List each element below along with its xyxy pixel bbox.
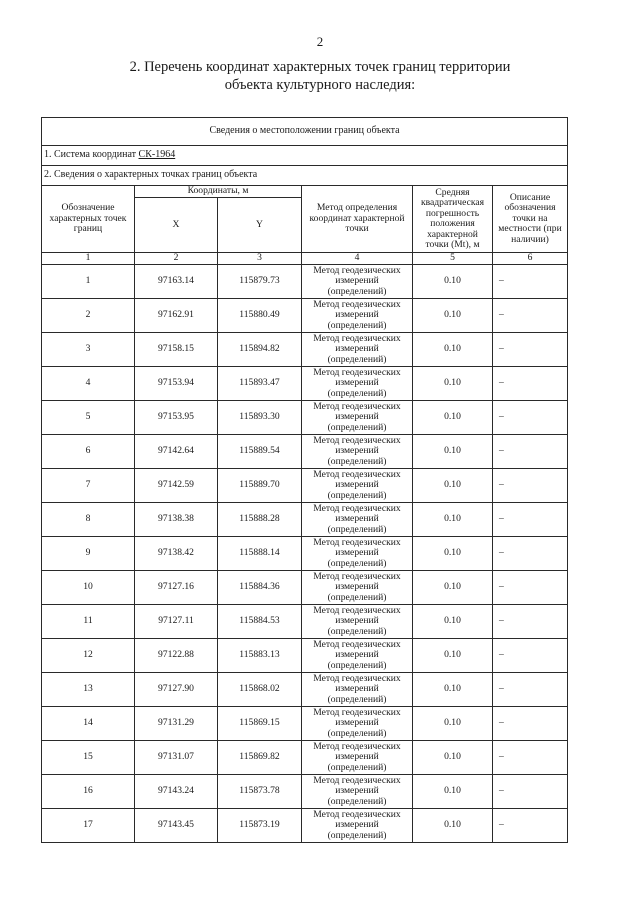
- error-value: 0.10: [413, 673, 493, 707]
- description-cell: –: [493, 265, 568, 299]
- description-cell: –: [493, 775, 568, 809]
- method-cell: [302, 299, 413, 333]
- error-value: 0.10: [413, 435, 493, 469]
- method-text-line: (определений): [327, 421, 387, 433]
- point-number: 17: [42, 809, 135, 843]
- point-number: 7: [42, 469, 135, 503]
- method-cell: [302, 469, 413, 503]
- method-text-line: измерений: [335, 377, 379, 389]
- method-text-line: измерений: [335, 819, 379, 831]
- description-cell: –: [493, 299, 568, 333]
- table-row: [42, 741, 568, 775]
- method-text-line: (определений): [327, 523, 387, 535]
- method-text-line: Метод геодезических: [313, 774, 401, 786]
- method-cell: [302, 401, 413, 435]
- coord-y: 115889.70: [218, 469, 302, 503]
- method-text-line: (определений): [327, 761, 387, 773]
- method-text-line: (определений): [327, 557, 387, 569]
- error-value: 0.10: [413, 367, 493, 401]
- method-text-line: измерений: [335, 275, 379, 287]
- point-number: 6: [42, 435, 135, 469]
- coordinate-system-label: 1. Система координат: [44, 149, 139, 161]
- point-number: 15: [42, 741, 135, 775]
- coord-x: 97162.91: [135, 299, 218, 333]
- method-text-line: (определений): [327, 353, 387, 365]
- method-text-line: измерений: [335, 479, 379, 491]
- title-line-2: объекта культурного наследия:: [224, 77, 416, 93]
- point-number: 11: [42, 605, 135, 639]
- coord-y: 115869.82: [218, 741, 302, 775]
- method-cell: [302, 435, 413, 469]
- method-cell: [302, 707, 413, 741]
- table-row: [42, 775, 568, 809]
- error-value: 0.10: [413, 537, 493, 571]
- coord-x: 97127.90: [135, 673, 218, 707]
- coord-y: 115894.82: [218, 333, 302, 367]
- coord-x: 97153.95: [135, 401, 218, 435]
- method-text-line: Метод геодезических: [313, 570, 401, 582]
- error-value: 0.10: [413, 707, 493, 741]
- method-text-line: (определений): [327, 319, 387, 331]
- method-text-line: измерений: [335, 343, 379, 355]
- title-line-1: 2. Перечень координат характерных точек границ территории: [129, 59, 511, 75]
- error-value: 0.10: [413, 401, 493, 435]
- header-x: X: [135, 198, 218, 253]
- description-cell: –: [493, 469, 568, 503]
- method-text-line: измерений: [335, 411, 379, 423]
- description-cell: –: [493, 809, 568, 843]
- coord-x: 97127.11: [135, 605, 218, 639]
- method-text-line: (определений): [327, 489, 387, 501]
- method-cell: [302, 571, 413, 605]
- coord-x: 97142.64: [135, 435, 218, 469]
- table-row: [42, 333, 568, 367]
- description-cell: –: [493, 639, 568, 673]
- method-text-line: (определений): [327, 795, 387, 807]
- coord-x: 97142.59: [135, 469, 218, 503]
- section-title: Сведения о местоположении границ объекта: [42, 118, 568, 146]
- error-value: 0.10: [413, 775, 493, 809]
- header-point: Обозначение характерных точек границ: [42, 186, 135, 253]
- points-section-title: 2. Сведения о характерных точках границ объекта: [42, 166, 568, 186]
- point-number: 14: [42, 707, 135, 741]
- method-cell: [302, 639, 413, 673]
- table-row: [42, 537, 568, 571]
- description-cell: –: [493, 503, 568, 537]
- method-text-line: (определений): [327, 387, 387, 399]
- description-cell: –: [493, 741, 568, 775]
- coord-y: 115868.02: [218, 673, 302, 707]
- coordinate-system-value: СК-1964: [138, 149, 176, 161]
- description-cell: –: [493, 367, 568, 401]
- method-text-line: Метод геодезических: [313, 264, 401, 276]
- method-text-line: Метод геодезических: [313, 740, 401, 752]
- coord-y: 115880.49: [218, 299, 302, 333]
- method-text-line: измерений: [335, 309, 379, 321]
- method-text-line: измерений: [335, 717, 379, 729]
- coord-x: 97158.15: [135, 333, 218, 367]
- error-value: 0.10: [413, 469, 493, 503]
- method-cell: [302, 265, 413, 299]
- coord-y: 115873.19: [218, 809, 302, 843]
- method-cell: [302, 537, 413, 571]
- point-number: 4: [42, 367, 135, 401]
- table-row: [42, 571, 568, 605]
- coord-x: 97131.07: [135, 741, 218, 775]
- description-cell: –: [493, 401, 568, 435]
- method-text-line: измерений: [335, 785, 379, 797]
- error-value: 0.10: [413, 299, 493, 333]
- table-row: [42, 367, 568, 401]
- coord-y: 115873.78: [218, 775, 302, 809]
- header-description: Описание обозначения точки на местности (при наличии): [493, 186, 568, 253]
- table-row: [42, 707, 568, 741]
- coord-x: 97122.88: [135, 639, 218, 673]
- coord-x: 97143.45: [135, 809, 218, 843]
- table-row: [42, 435, 568, 469]
- table-row: [42, 469, 568, 503]
- method-text-line: Метод геодезических: [313, 638, 401, 650]
- column-number: 1: [42, 253, 135, 265]
- coord-y: 115883.13: [218, 639, 302, 673]
- coord-y: 115889.54: [218, 435, 302, 469]
- table-row: [42, 673, 568, 707]
- method-text-line: Метод геодезических: [313, 400, 401, 412]
- method-text-line: (определений): [327, 591, 387, 603]
- point-number: 16: [42, 775, 135, 809]
- coord-x: 97138.38: [135, 503, 218, 537]
- error-value: 0.10: [413, 265, 493, 299]
- method-text-line: (определений): [327, 659, 387, 671]
- method-text-line: измерений: [335, 581, 379, 593]
- method-cell: [302, 673, 413, 707]
- coord-y: 115893.47: [218, 367, 302, 401]
- coord-x: 97138.42: [135, 537, 218, 571]
- method-text-line: измерений: [335, 615, 379, 627]
- table-row: [42, 639, 568, 673]
- point-number: 13: [42, 673, 135, 707]
- method-text-line: Метод геодезических: [313, 808, 401, 820]
- coordinates-table: [41, 117, 568, 843]
- method-text-line: (определений): [327, 693, 387, 705]
- header-coordinates: Координаты, м: [135, 186, 302, 198]
- method-text-line: измерений: [335, 513, 379, 525]
- coord-x: 97127.16: [135, 571, 218, 605]
- coordinate-system: [42, 146, 568, 166]
- column-number: 2: [135, 253, 218, 265]
- method-text-line: Метод геодезических: [313, 706, 401, 718]
- method-cell: [302, 775, 413, 809]
- coord-x: 97163.14: [135, 265, 218, 299]
- description-cell: –: [493, 605, 568, 639]
- coord-y: 115888.28: [218, 503, 302, 537]
- method-text-line: Метод геодезических: [313, 468, 401, 480]
- header-error: Средняя квадратическая погрешность положения характерной точки (Mt), м: [413, 186, 493, 253]
- description-cell: –: [493, 707, 568, 741]
- coord-y: 115884.53: [218, 605, 302, 639]
- method-text-line: Метод геодезических: [313, 536, 401, 548]
- error-value: 0.10: [413, 605, 493, 639]
- page-number: 2: [316, 34, 324, 49]
- method-text-line: измерений: [335, 547, 379, 559]
- error-value: 0.10: [413, 639, 493, 673]
- point-number: 8: [42, 503, 135, 537]
- method-cell: [302, 333, 413, 367]
- method-text-line: (определений): [327, 625, 387, 637]
- coord-x: 97143.24: [135, 775, 218, 809]
- method-text-line: Метод геодезических: [313, 434, 401, 446]
- error-value: 0.10: [413, 809, 493, 843]
- method-text-line: Метод геодезических: [313, 366, 401, 378]
- point-number: 5: [42, 401, 135, 435]
- method-text-line: (определений): [327, 285, 387, 297]
- method-text-line: Метод геодезических: [313, 604, 401, 616]
- method-text-line: Метод геодезических: [313, 502, 401, 514]
- method-text-line: (определений): [327, 829, 387, 841]
- coord-x: 97131.29: [135, 707, 218, 741]
- description-cell: –: [493, 333, 568, 367]
- coord-y: 115884.36: [218, 571, 302, 605]
- coord-x: 97153.94: [135, 367, 218, 401]
- coord-y: 115893.30: [218, 401, 302, 435]
- point-number: 1: [42, 265, 135, 299]
- method-text-line: измерений: [335, 445, 379, 457]
- method-text-line: измерений: [335, 751, 379, 763]
- method-text-line: (определений): [327, 455, 387, 467]
- header-y: Y: [218, 198, 302, 253]
- method-cell: [302, 741, 413, 775]
- method-text-line: Метод геодезических: [313, 298, 401, 310]
- column-number: 5: [413, 253, 493, 265]
- error-value: 0.10: [413, 741, 493, 775]
- description-cell: –: [493, 571, 568, 605]
- point-number: 2: [42, 299, 135, 333]
- method-cell: [302, 809, 413, 843]
- method-text-line: Метод геодезических: [313, 332, 401, 344]
- document-title: [0, 58, 640, 94]
- method-text-line: измерений: [335, 649, 379, 661]
- error-value: 0.10: [413, 333, 493, 367]
- method-text-line: (определений): [327, 727, 387, 739]
- point-number: 3: [42, 333, 135, 367]
- description-cell: –: [493, 537, 568, 571]
- table-row: [42, 503, 568, 537]
- column-number: 4: [302, 253, 413, 265]
- table-row: [42, 809, 568, 843]
- point-number: 9: [42, 537, 135, 571]
- point-number: 10: [42, 571, 135, 605]
- coord-y: 115888.14: [218, 537, 302, 571]
- table-row: [42, 605, 568, 639]
- column-number: 6: [493, 253, 568, 265]
- coord-y: 115869.15: [218, 707, 302, 741]
- method-text-line: измерений: [335, 683, 379, 695]
- table-row: [42, 265, 568, 299]
- error-value: 0.10: [413, 571, 493, 605]
- method-cell: [302, 503, 413, 537]
- description-cell: –: [493, 435, 568, 469]
- method-cell: [302, 605, 413, 639]
- column-number: 3: [218, 253, 302, 265]
- error-value: 0.10: [413, 503, 493, 537]
- method-text-line: Метод геодезических: [313, 672, 401, 684]
- table-row: [42, 401, 568, 435]
- table-row: [42, 299, 568, 333]
- coord-y: 115879.73: [218, 265, 302, 299]
- point-number: 12: [42, 639, 135, 673]
- description-cell: –: [493, 673, 568, 707]
- header-method: Метод определения координат характерной точки: [302, 186, 413, 253]
- method-cell: [302, 367, 413, 401]
